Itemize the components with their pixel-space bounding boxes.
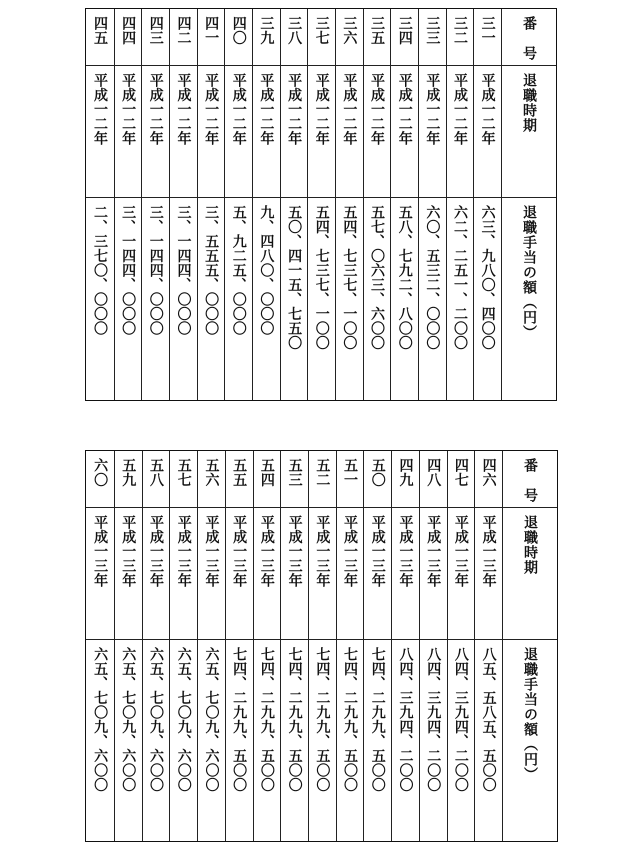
header-amount-text: 退職手当の額（円） — [521, 205, 537, 340]
row-period — [198, 66, 225, 198]
row-number — [143, 451, 170, 508]
table-row — [86, 451, 114, 841]
row-amount-text: 五、九二五、〇〇〇 — [230, 205, 247, 336]
row-number — [86, 9, 114, 66]
row-period-text: 平成一二年 — [230, 73, 247, 146]
row-number-text: 三六 — [341, 16, 358, 45]
row-period-text: 平成一二年 — [91, 73, 108, 146]
header-amount — [502, 198, 556, 400]
header-number — [502, 9, 556, 66]
row-amount — [391, 198, 418, 400]
row-number-text: 四四 — [120, 16, 137, 45]
row-amount — [226, 640, 253, 841]
row-amount — [474, 198, 501, 400]
table-row — [419, 451, 447, 841]
table-row — [252, 9, 280, 400]
retirement-allowance-table-2 — [85, 450, 558, 842]
row-period-text: 平成一二年 — [369, 73, 386, 146]
row-number-text: 三三 — [424, 16, 441, 45]
row-period-text: 平成一三年 — [92, 515, 109, 588]
table-row — [336, 451, 364, 841]
row-amount — [170, 640, 197, 841]
table-row — [474, 451, 502, 841]
row-period — [225, 66, 252, 198]
row-amount-text: 五七、〇六三、六〇〇 — [369, 205, 386, 350]
row-amount-text: 三、一四四、〇〇〇 — [147, 205, 164, 336]
row-number-text: 四七 — [452, 458, 469, 487]
row-number-text: 三一 — [479, 16, 496, 45]
row-number-text: 四三 — [147, 16, 164, 45]
row-number — [419, 9, 446, 66]
header-period-text: 退職時期 — [522, 515, 538, 575]
row-amount-text: 七四、二九九、五〇〇 — [369, 647, 386, 792]
table-row — [418, 9, 446, 400]
row-period — [86, 66, 114, 198]
row-amount — [142, 198, 169, 400]
row-period-text: 平成一三年 — [148, 515, 165, 588]
row-period — [226, 508, 253, 640]
row-period — [254, 508, 281, 640]
row-amount — [254, 640, 281, 841]
row-number-text: 三九 — [258, 16, 275, 45]
header-period-text: 退職時期 — [521, 73, 537, 133]
row-amount — [308, 198, 335, 400]
row-period — [448, 508, 475, 640]
row-amount — [448, 640, 475, 841]
row-amount-text: 七四、二九九、五〇〇 — [231, 647, 248, 792]
table-row — [307, 9, 335, 400]
row-period — [475, 508, 502, 640]
row-amount — [364, 198, 391, 400]
table-row — [141, 9, 169, 400]
row-amount — [115, 640, 142, 841]
row-number — [281, 451, 308, 508]
row-amount — [115, 198, 142, 400]
row-period — [170, 66, 197, 198]
header-amount — [503, 640, 557, 841]
row-period — [474, 66, 501, 198]
row-number — [392, 451, 419, 508]
row-amount-text: 六五、七〇九、六〇〇 — [148, 647, 165, 792]
row-amount — [198, 198, 225, 400]
row-period-text: 平成一三年 — [397, 515, 414, 588]
row-number-text: 三五 — [369, 16, 386, 45]
row-number-text: 四九 — [397, 458, 414, 487]
row-number-text: 四八 — [425, 458, 442, 487]
row-period — [115, 508, 142, 640]
row-amount — [198, 640, 225, 841]
table-row — [363, 451, 391, 841]
row-number — [364, 451, 391, 508]
row-period-text: 平成一三年 — [342, 515, 359, 588]
row-amount-text: 六五、七〇九、六〇〇 — [175, 647, 192, 792]
row-period — [115, 66, 142, 198]
row-amount-text: 八四、三九四、二〇〇 — [425, 647, 442, 792]
row-amount-text: 七四、二九九、五〇〇 — [258, 647, 275, 792]
row-number-text: 三八 — [286, 16, 303, 45]
row-period-text: 平成一二年 — [452, 73, 469, 146]
row-amount-text: 六五、七〇九、六〇〇 — [120, 647, 137, 792]
row-amount — [170, 198, 197, 400]
row-amount — [143, 640, 170, 841]
row-number-text: 三七 — [313, 16, 330, 45]
row-amount-text: 五四、七三七、一〇〇 — [341, 205, 358, 350]
row-period — [309, 508, 336, 640]
row-period-text: 平成一二年 — [424, 73, 441, 146]
table-row — [225, 451, 253, 841]
row-number — [309, 451, 336, 508]
row-number — [254, 451, 281, 508]
row-period-text: 平成一二年 — [203, 73, 220, 146]
row-period — [143, 508, 170, 640]
row-number — [474, 9, 501, 66]
row-number — [86, 451, 114, 508]
retirement-allowance-table-1 — [85, 8, 557, 401]
header-amount-text: 退職手当の額（円） — [522, 647, 538, 782]
row-amount-text: 九、四八〇、〇〇〇 — [258, 205, 275, 336]
row-period — [281, 508, 308, 640]
row-period-text: 平成一三年 — [369, 515, 386, 588]
row-amount — [447, 198, 474, 400]
row-period — [391, 66, 418, 198]
header-column — [502, 451, 557, 841]
row-amount — [281, 198, 308, 400]
row-period-text: 平成一三年 — [120, 515, 137, 588]
row-period-text: 平成一三年 — [231, 515, 248, 588]
row-amount — [336, 198, 363, 400]
row-amount — [309, 640, 336, 841]
table-row — [253, 451, 281, 841]
table-row — [197, 451, 225, 841]
row-number — [115, 9, 142, 66]
row-period — [420, 508, 447, 640]
table-row — [169, 451, 197, 841]
table-row — [390, 9, 418, 400]
row-period — [170, 508, 197, 640]
table-row — [363, 9, 391, 400]
table-row — [446, 9, 474, 400]
row-period — [337, 508, 364, 640]
row-number-text: 四六 — [480, 458, 497, 487]
row-amount-text: 八五、五八五、五〇〇 — [480, 647, 497, 792]
row-number-text: 三四 — [396, 16, 413, 45]
row-period-text: 平成一三年 — [452, 515, 469, 588]
row-number — [336, 9, 363, 66]
row-number — [420, 451, 447, 508]
row-number-text: 六〇 — [92, 458, 109, 487]
row-number — [364, 9, 391, 66]
row-amount — [253, 198, 280, 400]
row-number — [308, 9, 335, 66]
row-number — [142, 9, 169, 66]
row-number — [170, 451, 197, 508]
table-row — [447, 451, 475, 841]
row-amount-text: 五四、七三七、一〇〇 — [313, 205, 330, 350]
header-number — [503, 451, 557, 508]
row-amount — [419, 198, 446, 400]
row-amount-text: 三、五五五、〇〇〇 — [203, 205, 220, 336]
row-number — [226, 451, 253, 508]
row-period-text: 平成一二年 — [258, 73, 275, 146]
row-amount-text: 五〇、四一五、七五〇 — [286, 205, 303, 350]
row-amount — [281, 640, 308, 841]
table-row — [114, 451, 142, 841]
table-row — [280, 9, 308, 400]
row-period-text: 平成一二年 — [313, 73, 330, 146]
row-number — [115, 451, 142, 508]
row-number-text: 五一 — [342, 458, 359, 487]
row-amount-text: 六五、七〇九、六〇〇 — [92, 647, 109, 792]
row-period-text: 平成一二年 — [175, 73, 192, 146]
row-period — [86, 508, 114, 640]
row-number-text: 五七 — [175, 458, 192, 487]
row-amount-text: 六二、二五一、二〇〇 — [452, 205, 469, 350]
row-number-text: 五二 — [314, 458, 331, 487]
table-row — [169, 9, 197, 400]
row-number — [198, 9, 225, 66]
row-number-text: 五四 — [258, 458, 275, 487]
row-period — [253, 66, 280, 198]
row-number — [391, 9, 418, 66]
table-row — [391, 451, 419, 841]
table-row — [142, 451, 170, 841]
table-row — [473, 9, 501, 400]
row-number — [447, 9, 474, 66]
table-row — [86, 9, 114, 400]
row-amount-text: 七四、二九九、五〇〇 — [286, 647, 303, 792]
header-period — [503, 508, 557, 640]
row-period — [308, 66, 335, 198]
header-column — [501, 9, 556, 400]
table-row — [114, 9, 142, 400]
row-number-text: 四一 — [203, 16, 220, 45]
row-amount — [420, 640, 447, 841]
row-period — [447, 66, 474, 198]
table-row — [335, 9, 363, 400]
row-period-text: 平成一三年 — [175, 515, 192, 588]
row-number — [337, 451, 364, 508]
row-amount-text: 三、一四四、〇〇〇 — [120, 205, 137, 336]
row-amount-text: 七四、二九九、五〇〇 — [314, 647, 331, 792]
row-period-text: 平成一二年 — [286, 73, 303, 146]
row-number — [448, 451, 475, 508]
row-amount-text: 八四、三九四、二〇〇 — [452, 647, 469, 792]
row-number — [198, 451, 225, 508]
row-period-text: 平成一三年 — [203, 515, 220, 588]
row-period — [364, 66, 391, 198]
row-number-text: 四二 — [175, 16, 192, 45]
row-amount — [86, 198, 114, 400]
row-period — [281, 66, 308, 198]
table-row — [197, 9, 225, 400]
row-amount — [392, 640, 419, 841]
row-amount-text: 八四、三九四、二〇〇 — [397, 647, 414, 792]
row-number-text: 四〇 — [230, 16, 247, 45]
row-amount-text: 六三、九八〇、四〇〇 — [479, 205, 496, 350]
row-amount-text: 五八、七九二、八〇〇 — [396, 205, 413, 350]
row-number — [475, 451, 502, 508]
row-amount — [364, 640, 391, 841]
row-period — [142, 66, 169, 198]
table-row — [224, 9, 252, 400]
row-number — [170, 9, 197, 66]
row-number-text: 四五 — [91, 16, 108, 45]
header-period — [502, 66, 556, 198]
row-number-text: 五〇 — [369, 458, 386, 487]
row-period — [198, 508, 225, 640]
row-number-text: 三二 — [452, 16, 469, 45]
row-period — [392, 508, 419, 640]
row-period-text: 平成一二年 — [479, 73, 496, 146]
row-period-text: 平成一三年 — [480, 515, 497, 588]
row-number-text: 五三 — [286, 458, 303, 487]
row-number — [253, 9, 280, 66]
row-period-text: 平成一二年 — [147, 73, 164, 146]
row-number-text: 五八 — [148, 458, 165, 487]
row-period — [336, 66, 363, 198]
row-period-text: 平成一三年 — [314, 515, 331, 588]
row-period-text: 平成一二年 — [341, 73, 358, 146]
row-period-text: 平成一三年 — [286, 515, 303, 588]
row-amount — [225, 198, 252, 400]
table-row — [308, 451, 336, 841]
row-amount-text: 七四、二九九、五〇〇 — [342, 647, 359, 792]
row-amount-text: 六〇、五三二、〇〇〇 — [424, 205, 441, 350]
row-amount — [86, 640, 114, 841]
row-period-text: 平成一二年 — [396, 73, 413, 146]
row-amount-text: 六五、七〇九、六〇〇 — [203, 647, 220, 792]
row-period-text: 平成一二年 — [120, 73, 137, 146]
row-number — [281, 9, 308, 66]
row-number-text: 五九 — [120, 458, 137, 487]
row-amount — [475, 640, 502, 841]
row-period-text: 平成一三年 — [425, 515, 442, 588]
header-number-text: 番 号 — [521, 16, 537, 61]
row-period-text: 平成一三年 — [258, 515, 275, 588]
row-period — [419, 66, 446, 198]
table-row — [280, 451, 308, 841]
header-number-text: 番 号 — [522, 458, 538, 503]
row-amount-text: 三、一四四、〇〇〇 — [175, 205, 192, 336]
row-number — [225, 9, 252, 66]
row-period — [364, 508, 391, 640]
row-amount — [337, 640, 364, 841]
row-number-text: 五六 — [203, 458, 220, 487]
row-number-text: 五五 — [231, 458, 248, 487]
row-amount-text: 二、三七〇、〇〇〇 — [91, 205, 108, 336]
